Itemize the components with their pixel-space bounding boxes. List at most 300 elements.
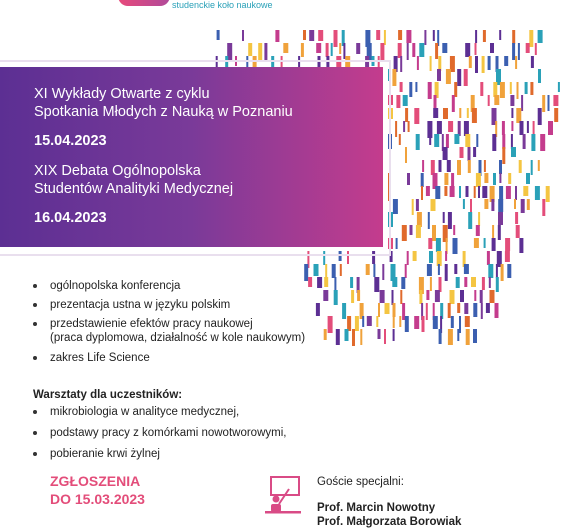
registration-date: DO 15.03.2023 bbox=[50, 491, 145, 507]
barcode-stripe bbox=[258, 43, 262, 60]
barcode-stripe bbox=[466, 329, 470, 345]
barcode-stripe bbox=[339, 43, 341, 54]
barcode-stripe bbox=[538, 108, 542, 125]
barcode-stripe bbox=[504, 56, 508, 66]
barcode-stripe bbox=[426, 290, 429, 300]
barcode-stripe bbox=[475, 30, 477, 43]
event2-title-line2: Studentów Analityki Medycznej bbox=[34, 181, 234, 197]
barcode-stripe bbox=[392, 69, 396, 86]
barcode-stripe bbox=[480, 290, 483, 303]
barcode-stripe bbox=[376, 316, 378, 327]
barcode-stripe bbox=[499, 160, 502, 174]
barcode-stripe bbox=[283, 43, 288, 53]
barcode-stripe bbox=[490, 290, 495, 303]
barcode-stripe bbox=[345, 329, 349, 341]
barcode-stripe bbox=[531, 56, 534, 68]
barcode-stripe bbox=[482, 56, 485, 73]
barcode-stripe bbox=[400, 290, 402, 304]
barcode-stripe bbox=[405, 147, 407, 163]
barcode-stripe bbox=[502, 134, 505, 149]
barcode-stripe bbox=[515, 186, 517, 200]
features-list bbox=[33, 279, 305, 365]
barcode-stripe bbox=[318, 30, 323, 41]
barcode-stripe bbox=[324, 329, 327, 340]
barcode-stripe bbox=[498, 199, 503, 212]
barcode-stripe bbox=[421, 173, 424, 187]
barcode-stripe bbox=[428, 212, 430, 229]
barcode-stripe bbox=[419, 43, 424, 57]
barcode-stripe bbox=[526, 43, 530, 53]
barcode-stripe bbox=[416, 134, 420, 150]
barcode-stripe bbox=[424, 30, 426, 45]
barcode-stripe bbox=[499, 173, 501, 183]
barcode-stripe bbox=[476, 134, 478, 147]
barcode-stripe bbox=[323, 290, 328, 301]
barcode-stripe bbox=[474, 238, 479, 248]
barcode-stripe bbox=[405, 108, 408, 122]
barcode-stripe bbox=[433, 30, 435, 41]
barcode-stripe bbox=[490, 43, 494, 53]
workshops-title: Warsztaty dla uczestników: bbox=[33, 389, 183, 401]
barcode-stripe bbox=[366, 264, 370, 275]
barcode-stripe bbox=[516, 225, 520, 238]
barcode-stripe bbox=[457, 160, 461, 175]
barcode-stripe bbox=[488, 56, 491, 70]
barcode-stripe bbox=[535, 43, 537, 55]
barcode-stripe bbox=[530, 82, 533, 95]
barcode-stripe bbox=[447, 160, 451, 172]
barcode-stripe bbox=[457, 69, 461, 86]
barcode-stripe bbox=[512, 30, 515, 44]
barcode-stripe bbox=[357, 290, 360, 301]
barcode-stripe bbox=[400, 56, 402, 72]
barcode-stripe bbox=[402, 225, 407, 241]
barcode-stripe bbox=[426, 186, 430, 196]
barcode-stripe bbox=[515, 212, 518, 224]
barcode-stripe bbox=[459, 186, 461, 198]
barcode-stripe bbox=[384, 329, 386, 344]
barcode-stripe bbox=[531, 160, 533, 175]
barcode-stripe bbox=[400, 82, 403, 92]
barcode-stripe bbox=[384, 30, 386, 45]
barcode-stripe bbox=[527, 121, 529, 133]
barcode-stripe bbox=[527, 199, 530, 210]
barcode-stripe bbox=[326, 43, 329, 57]
barcode-stripe bbox=[475, 43, 477, 55]
barcode-stripe bbox=[460, 147, 464, 158]
barcode-stripe bbox=[407, 251, 409, 265]
barcode-stripe bbox=[332, 264, 336, 278]
barcode-stripe bbox=[464, 277, 467, 287]
list-item-text: przedstawienie efektów pracy naukowej bbox=[50, 318, 253, 330]
barcode-stripe bbox=[531, 134, 535, 151]
barcode-stripe bbox=[439, 277, 442, 292]
list-item: pobieranie krwi żylnej bbox=[33, 447, 286, 461]
barcode-stripe bbox=[538, 69, 541, 83]
guests-label: Goście specjalni: bbox=[317, 476, 404, 488]
barcode-stripe bbox=[464, 264, 469, 274]
barcode-stripe bbox=[493, 82, 497, 97]
barcode-stripe bbox=[454, 134, 459, 144]
barcode-stripe bbox=[469, 56, 472, 68]
barcode-stripe bbox=[464, 303, 468, 314]
barcode-stripe bbox=[331, 43, 333, 56]
barcode-stripe bbox=[473, 303, 477, 317]
barcode-stripe bbox=[407, 43, 409, 60]
barcode-stripe bbox=[453, 238, 458, 254]
event2-date: 16.04.2023 bbox=[34, 210, 107, 226]
barcode-stripe bbox=[325, 264, 327, 278]
barcode-stripe bbox=[393, 199, 398, 214]
barcode-stripe bbox=[484, 160, 486, 172]
barcode-stripe bbox=[317, 277, 322, 288]
barcode-stripe bbox=[403, 121, 405, 132]
barcode-stripe bbox=[401, 277, 405, 289]
barcode-stripe bbox=[448, 121, 453, 132]
barcode-stripe bbox=[356, 43, 360, 54]
barcode-stripe bbox=[470, 199, 472, 214]
barcode-stripe bbox=[523, 134, 526, 149]
barcode-stripe bbox=[407, 173, 410, 185]
event1-date: 15.04.2023 bbox=[34, 133, 107, 149]
barcode-stripe bbox=[444, 186, 447, 196]
barcode-stripe bbox=[519, 160, 522, 173]
barcode-stripe bbox=[488, 95, 490, 106]
barcode-stripe bbox=[422, 160, 424, 172]
barcode-stripe bbox=[501, 264, 504, 281]
list-item-subtext: (praca dyplomowa, działalność w kole naukowym) bbox=[50, 332, 306, 344]
barcode-stripe bbox=[308, 277, 312, 287]
barcode-stripe bbox=[431, 199, 436, 211]
barcode-stripe bbox=[303, 30, 306, 40]
barcode-stripe bbox=[500, 82, 505, 98]
barcode-stripe bbox=[448, 303, 451, 318]
barcode-stripe bbox=[334, 277, 336, 291]
barcode-stripe bbox=[472, 108, 477, 123]
barcode-stripe bbox=[443, 147, 448, 160]
barcode-stripe bbox=[392, 277, 397, 287]
barcode-stripe bbox=[486, 303, 490, 313]
barcode-stripe bbox=[468, 212, 472, 229]
barcode-stripe bbox=[405, 264, 407, 278]
barcode-stripe bbox=[474, 186, 476, 198]
barcode-stripe bbox=[478, 186, 480, 198]
barcode-stripe bbox=[484, 199, 488, 209]
barcode-stripe bbox=[498, 225, 501, 240]
barcode-stripe bbox=[502, 121, 505, 135]
barcode-stripe bbox=[264, 43, 267, 60]
barcode-stripe bbox=[350, 277, 353, 288]
barcode-stripe bbox=[520, 121, 524, 135]
barcode-stripe bbox=[429, 251, 433, 263]
barcode-stripe bbox=[515, 56, 517, 69]
barcode-stripe bbox=[487, 251, 490, 265]
barcode-stripe bbox=[395, 121, 397, 137]
barcode-stripe bbox=[451, 316, 454, 328]
barcode-stripe bbox=[430, 277, 432, 291]
barcode-stripe bbox=[465, 134, 470, 147]
barcode-stripe bbox=[419, 290, 422, 304]
barcode-stripe bbox=[446, 134, 449, 148]
barcode-stripe bbox=[437, 121, 442, 134]
barcode-stripe bbox=[435, 186, 440, 199]
guest-name: Prof. Marcin Nowotny bbox=[317, 502, 436, 514]
presenter-icon bbox=[262, 475, 304, 515]
barcode-stripe bbox=[521, 199, 525, 213]
barcode-stripe bbox=[473, 147, 476, 157]
barcode-stripe bbox=[342, 303, 346, 319]
barcode-stripe bbox=[452, 95, 455, 112]
barcode-stripe bbox=[439, 329, 442, 344]
barcode-stripe bbox=[511, 134, 513, 149]
barcode-stripe bbox=[367, 316, 372, 326]
barcode-stripe bbox=[499, 30, 501, 40]
list-item: mikrobiologia w analityce medycznej, bbox=[33, 405, 286, 419]
barcode-stripe bbox=[410, 225, 413, 235]
barcode-stripe bbox=[493, 173, 496, 185]
event1-title-line1: XI Wykłady Otwarte z cyklu bbox=[34, 86, 210, 102]
barcode-stripe bbox=[340, 264, 342, 276]
barcode-stripe bbox=[385, 303, 390, 314]
barcode-stripe bbox=[380, 290, 385, 303]
barcode-stripe bbox=[448, 212, 452, 229]
barcode-stripe bbox=[473, 329, 477, 343]
barcode-stripe bbox=[435, 43, 438, 59]
barcode-stripe bbox=[248, 43, 252, 56]
barcode-stripe bbox=[355, 316, 359, 331]
barcode-stripe bbox=[508, 173, 511, 184]
barcode-stripe bbox=[434, 134, 439, 147]
barcode-stripe bbox=[481, 303, 483, 319]
barcode-stripe bbox=[373, 264, 375, 277]
barcode-stripe bbox=[491, 199, 494, 211]
barcode-stripe bbox=[351, 290, 354, 303]
logo-subtitle: studenckie koło naukowe bbox=[172, 0, 273, 10]
barcode-stripe bbox=[516, 108, 521, 123]
barcode-stripe bbox=[499, 186, 503, 200]
barcode-stripe bbox=[426, 303, 428, 320]
barcode-stripe bbox=[444, 173, 448, 185]
barcode-stripe bbox=[450, 186, 455, 197]
barcode-stripe bbox=[421, 186, 423, 200]
barcode-stripe bbox=[343, 43, 345, 59]
barcode-stripe bbox=[521, 95, 523, 111]
barcode-stripe bbox=[510, 95, 514, 106]
barcode-stripe bbox=[450, 290, 455, 304]
barcode-stripe bbox=[454, 264, 457, 274]
barcode-stripe bbox=[422, 316, 425, 332]
barcode-stripe bbox=[482, 186, 487, 198]
barcode-stripe bbox=[463, 199, 465, 209]
barcode-stripe bbox=[492, 134, 496, 151]
barcode-stripe bbox=[468, 160, 471, 173]
barcode-stripe bbox=[483, 30, 486, 42]
barcode-stripe bbox=[538, 160, 540, 171]
barcode-stripe bbox=[438, 264, 440, 275]
barcode-stripe bbox=[451, 173, 454, 187]
barcode-stripe bbox=[437, 69, 441, 81]
list-item: ogólnopolska konferencja bbox=[33, 279, 305, 293]
barcode-stripe bbox=[442, 43, 447, 53]
event-banner bbox=[0, 67, 383, 247]
barcode-stripe bbox=[396, 95, 400, 108]
barcode-stripe bbox=[360, 329, 362, 345]
barcode-stripe bbox=[443, 108, 448, 119]
barcode-stripe bbox=[502, 147, 505, 164]
barcode-stripe bbox=[415, 82, 417, 92]
barcode-stripe bbox=[468, 147, 471, 161]
barcode-stripe bbox=[458, 121, 461, 136]
barcode-stripe bbox=[412, 43, 415, 57]
list-item: podstawy pracy z komórkami nowotworowymi, bbox=[33, 426, 286, 440]
barcode-stripe bbox=[496, 277, 499, 292]
barcode-stripe bbox=[328, 316, 333, 333]
barcode-stripe bbox=[482, 277, 485, 290]
barcode-stripe bbox=[393, 316, 395, 328]
barcode-stripe bbox=[378, 329, 381, 339]
barcode-stripe bbox=[475, 56, 478, 73]
barcode-stripe bbox=[412, 199, 414, 215]
barcode-stripe bbox=[398, 30, 402, 40]
barcode-stripe bbox=[433, 108, 438, 118]
barcode-stripe bbox=[334, 290, 338, 305]
barcode-stripe bbox=[409, 82, 412, 97]
barcode-stripe bbox=[506, 186, 511, 199]
barcode-stripe bbox=[405, 316, 409, 332]
logo-mark bbox=[118, 0, 170, 6]
barcode-stripe bbox=[498, 212, 503, 225]
barcode-stripe bbox=[474, 290, 476, 301]
barcode-stripe bbox=[507, 264, 511, 278]
barcode-stripe bbox=[471, 277, 476, 287]
barcode-stripe bbox=[445, 264, 448, 281]
barcode-stripe bbox=[466, 186, 469, 197]
barcode-stripe bbox=[242, 30, 244, 41]
barcode-stripe bbox=[542, 199, 545, 216]
barcode-stripe bbox=[436, 238, 441, 252]
barcode-stripe bbox=[542, 95, 545, 112]
barcode-stripe bbox=[430, 56, 432, 71]
barcode-stripe bbox=[403, 95, 408, 106]
barcode-stripe bbox=[417, 212, 422, 227]
barcode-stripe bbox=[456, 277, 460, 288]
barcode-stripe bbox=[433, 316, 438, 329]
barcode-stripe bbox=[399, 134, 401, 145]
barcode-stripe bbox=[465, 316, 470, 327]
barcode-stripe bbox=[402, 303, 405, 320]
barcode-stripe bbox=[496, 264, 498, 278]
registration-deadline bbox=[50, 472, 145, 508]
barcode-stripe bbox=[540, 134, 545, 151]
barcode-stripe bbox=[413, 251, 417, 261]
barcode-stripe bbox=[478, 212, 480, 226]
barcode-stripe bbox=[558, 82, 560, 92]
barcode-stripe bbox=[511, 121, 513, 131]
barcode-stripe bbox=[416, 225, 421, 238]
barcode-stripe bbox=[439, 160, 442, 172]
barcode-stripe bbox=[484, 173, 488, 183]
barcode-stripe bbox=[414, 108, 419, 124]
registration-label: ZGŁOSZENIA bbox=[50, 473, 141, 489]
barcode-stripe bbox=[416, 199, 419, 211]
barcode-stripe bbox=[275, 30, 279, 42]
barcode-stripe bbox=[431, 160, 435, 175]
barcode-stripe bbox=[518, 43, 520, 60]
barcode-stripe bbox=[492, 238, 496, 251]
barcode-stripe bbox=[448, 329, 453, 345]
barcode-stripe bbox=[523, 186, 528, 196]
barcode-stripe bbox=[437, 251, 442, 266]
barcode-stripe bbox=[495, 303, 499, 318]
list-item: zakres Life Science bbox=[33, 351, 305, 365]
barcode-stripe bbox=[548, 121, 553, 135]
event2-title-line1: XIX Debata Ogólnopolska bbox=[34, 163, 201, 179]
barcode-stripe bbox=[378, 303, 380, 317]
barcode-stripe bbox=[457, 303, 460, 313]
barcode-stripe bbox=[427, 264, 432, 276]
barcode-stripe bbox=[457, 329, 459, 341]
barcode-stripe bbox=[443, 212, 445, 223]
barcode-stripe bbox=[432, 225, 436, 241]
barcode-stripe bbox=[352, 329, 355, 346]
barcode-stripe bbox=[488, 264, 493, 278]
barcode-stripe bbox=[446, 69, 451, 84]
barcode-stripe bbox=[316, 43, 321, 53]
barcode-stripe bbox=[438, 56, 441, 71]
event1-title-line2: Spotkania Młodych z Nauką w Poznaniu bbox=[34, 104, 293, 120]
barcode-stripe bbox=[511, 108, 513, 118]
barcode-stripe bbox=[525, 82, 528, 94]
barcode-stripe bbox=[399, 316, 401, 327]
barcode-stripe bbox=[484, 238, 486, 248]
guest-name: Prof. Małgorzata Borowiak bbox=[317, 516, 462, 528]
barcode-stripe bbox=[408, 121, 410, 132]
barcode-stripe bbox=[429, 134, 431, 145]
barcode-stripe bbox=[492, 225, 494, 239]
barcode-stripe bbox=[453, 225, 455, 235]
barcode-stripe bbox=[334, 30, 338, 47]
barcode-stripe bbox=[435, 290, 440, 302]
barcode-stripe bbox=[396, 238, 398, 249]
barcode-stripe bbox=[519, 238, 523, 253]
barcode-stripe bbox=[362, 316, 364, 327]
barcode-stripe bbox=[393, 303, 396, 317]
barcode-stripe bbox=[517, 82, 519, 99]
barcode-stripe bbox=[535, 186, 540, 200]
barcode-stripe bbox=[538, 30, 543, 43]
barcode-stripe bbox=[217, 30, 220, 40]
barcode-stripe bbox=[324, 277, 328, 287]
barcode-stripe bbox=[510, 82, 512, 94]
barcode-stripe bbox=[505, 251, 510, 262]
barcode-stripe bbox=[301, 43, 304, 57]
barcode-stripe bbox=[476, 225, 480, 236]
barcode-stripe bbox=[514, 199, 516, 209]
barcode-stripe bbox=[406, 30, 411, 43]
barcode-stripe bbox=[548, 95, 550, 111]
barcode-stripe bbox=[480, 82, 483, 96]
list-item bbox=[33, 317, 305, 345]
barcode-stripe bbox=[434, 95, 437, 108]
barcode-stripe bbox=[376, 30, 380, 40]
barcode-stripe bbox=[309, 30, 314, 41]
list-item: prezentacja ustna w języku polskim bbox=[33, 298, 305, 312]
barcode-stripe bbox=[476, 173, 481, 187]
barcode-stripe bbox=[465, 43, 470, 57]
barcode-stripe bbox=[505, 238, 510, 251]
barcode-stripe bbox=[464, 121, 469, 136]
barcode-stripe bbox=[417, 56, 419, 70]
